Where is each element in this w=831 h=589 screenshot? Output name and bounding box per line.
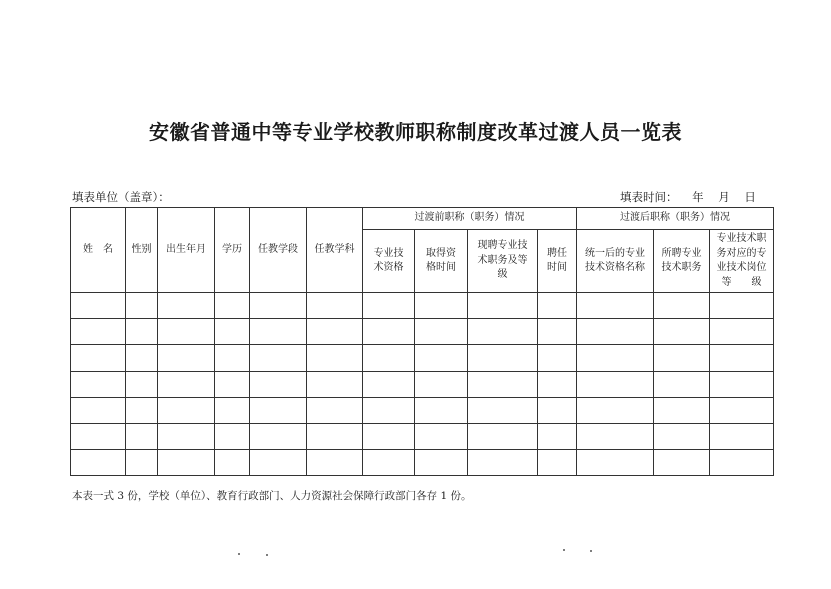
table-cell[interactable]: [538, 345, 577, 371]
table-cell[interactable]: [538, 319, 577, 345]
table-cell[interactable]: [468, 423, 538, 449]
table-cell[interactable]: [158, 397, 215, 423]
table-cell[interactable]: [126, 397, 158, 423]
table-row: [71, 450, 774, 476]
table-cell[interactable]: [250, 371, 307, 397]
table-cell[interactable]: [250, 293, 307, 319]
table-cell[interactable]: [307, 397, 363, 423]
col-header-unified-name: 统一后的专业技术资格名称: [577, 230, 654, 293]
table-cell[interactable]: [577, 423, 654, 449]
table-row: [71, 423, 774, 449]
scan-dot: [266, 554, 268, 556]
table-cell[interactable]: [654, 450, 710, 476]
table-cell[interactable]: [71, 450, 126, 476]
footnote: 本表一式 3 份，学校（单位）、教育行政部门、人力资源社会保障行政部门各存 1 份。: [72, 490, 472, 502]
table-cell[interactable]: [215, 345, 250, 371]
table-cell[interactable]: [158, 423, 215, 449]
table-cell[interactable]: [215, 423, 250, 449]
table-cell[interactable]: [577, 371, 654, 397]
table-row: [71, 397, 774, 423]
table-cell[interactable]: [126, 293, 158, 319]
col-header-hired-position: 所聘专业技术职务: [654, 230, 710, 293]
table-cell[interactable]: [250, 450, 307, 476]
table-cell[interactable]: [415, 450, 468, 476]
table-cell[interactable]: [215, 293, 250, 319]
col-header-appoint-time: 聘任时间: [538, 230, 577, 293]
table-cell[interactable]: [307, 319, 363, 345]
table-row: [71, 319, 774, 345]
col-header-education: 学历: [215, 208, 250, 293]
table-cell[interactable]: [215, 450, 250, 476]
table-cell[interactable]: [710, 293, 774, 319]
page-title: 安徽省普通中等专业学校教师职称制度改革过渡人员一览表: [149, 120, 682, 144]
table-cell[interactable]: [654, 319, 710, 345]
table-cell[interactable]: [363, 450, 415, 476]
table-cell[interactable]: [654, 423, 710, 449]
table-cell[interactable]: [654, 293, 710, 319]
transition-table: [70, 207, 777, 476]
table-cell[interactable]: [363, 319, 415, 345]
table-cell[interactable]: [415, 293, 468, 319]
table-row: [71, 293, 774, 319]
table-cell[interactable]: [468, 371, 538, 397]
table-cell[interactable]: [710, 371, 774, 397]
table-cell[interactable]: [126, 423, 158, 449]
table-row: [71, 371, 774, 397]
table-cell[interactable]: [710, 319, 774, 345]
table-cell[interactable]: [158, 371, 215, 397]
table-cell[interactable]: [577, 345, 654, 371]
table-cell[interactable]: [363, 345, 415, 371]
col-header-gender: 性别: [126, 208, 158, 293]
table-cell[interactable]: [71, 345, 126, 371]
table-cell[interactable]: [415, 397, 468, 423]
table-cell[interactable]: [468, 293, 538, 319]
table-cell[interactable]: [307, 423, 363, 449]
group-header-after: 过渡后职称（职务）情况: [577, 208, 774, 230]
table-cell[interactable]: [538, 450, 577, 476]
scan-dot: [563, 549, 565, 551]
col-header-before-qualification: 专业技术资格: [363, 230, 415, 293]
col-header-current-position: 现聘专业技术职务及等级: [468, 230, 538, 293]
col-header-corresponding-post: 专业技术职务对应的专业技术岗位 等 级: [710, 230, 774, 293]
table-cell[interactable]: [71, 319, 126, 345]
col-header-name: 姓 名: [71, 208, 126, 293]
col-header-teach-subject: 任教学科: [307, 208, 363, 293]
table-cell[interactable]: [654, 345, 710, 371]
table-cell[interactable]: [71, 293, 126, 319]
table-cell[interactable]: [71, 371, 126, 397]
table-cell[interactable]: [307, 371, 363, 397]
col-header-obtain-time: 取得资格时间: [415, 230, 468, 293]
table-cell[interactable]: [126, 450, 158, 476]
scan-dot: [238, 553, 240, 555]
fill-unit-label: 填表单位（盖章）：: [72, 190, 170, 204]
table-cell[interactable]: [538, 423, 577, 449]
table-body: [71, 293, 774, 476]
table-cell[interactable]: [710, 397, 774, 423]
table-cell[interactable]: [215, 371, 250, 397]
scan-dot: [590, 550, 592, 552]
table-cell[interactable]: [363, 397, 415, 423]
table-row: [71, 345, 774, 371]
table-cell[interactable]: [158, 450, 215, 476]
table-cell[interactable]: [415, 319, 468, 345]
table-cell[interactable]: [307, 345, 363, 371]
table-cell[interactable]: [468, 397, 538, 423]
table-cell[interactable]: [468, 319, 538, 345]
table-cell[interactable]: [577, 293, 654, 319]
table-cell[interactable]: [363, 423, 415, 449]
table-cell[interactable]: [710, 450, 774, 476]
table-cell[interactable]: [215, 397, 250, 423]
table-cell[interactable]: [250, 345, 307, 371]
table-cell[interactable]: [71, 423, 126, 449]
table-cell[interactable]: [307, 450, 363, 476]
table-cell[interactable]: [577, 319, 654, 345]
table-cell[interactable]: [250, 319, 307, 345]
table-cell[interactable]: [215, 319, 250, 345]
table-cell[interactable]: [158, 319, 215, 345]
table-cell[interactable]: [158, 293, 215, 319]
table-cell[interactable]: [654, 371, 710, 397]
table-cell[interactable]: [538, 371, 577, 397]
table-cell[interactable]: [158, 345, 215, 371]
table-cell[interactable]: [415, 371, 468, 397]
table-cell[interactable]: [710, 345, 774, 371]
table-cell[interactable]: [468, 345, 538, 371]
table-cell[interactable]: [468, 450, 538, 476]
col-header-birth: 出生年月: [158, 208, 215, 293]
table-cell[interactable]: [577, 397, 654, 423]
col-header-teach-stage: 任教学段: [250, 208, 307, 293]
table-cell[interactable]: [363, 293, 415, 319]
table-cell[interactable]: [710, 423, 774, 449]
table-cell[interactable]: [250, 397, 307, 423]
fill-time-label: 填表时间： 年 月 日: [620, 190, 756, 204]
group-header-before: 过渡前职称（职务）情况: [363, 208, 577, 230]
table-cell[interactable]: [363, 371, 415, 397]
table-cell[interactable]: [654, 397, 710, 423]
table-cell[interactable]: [538, 397, 577, 423]
table-cell[interactable]: [71, 397, 126, 423]
table-cell[interactable]: [126, 345, 158, 371]
table-cell[interactable]: [126, 319, 158, 345]
table-cell[interactable]: [538, 293, 577, 319]
table-cell[interactable]: [415, 345, 468, 371]
table-cell[interactable]: [126, 371, 158, 397]
table-cell[interactable]: [415, 423, 468, 449]
table-cell[interactable]: [307, 293, 363, 319]
table-cell[interactable]: [577, 450, 654, 476]
table-cell[interactable]: [250, 423, 307, 449]
